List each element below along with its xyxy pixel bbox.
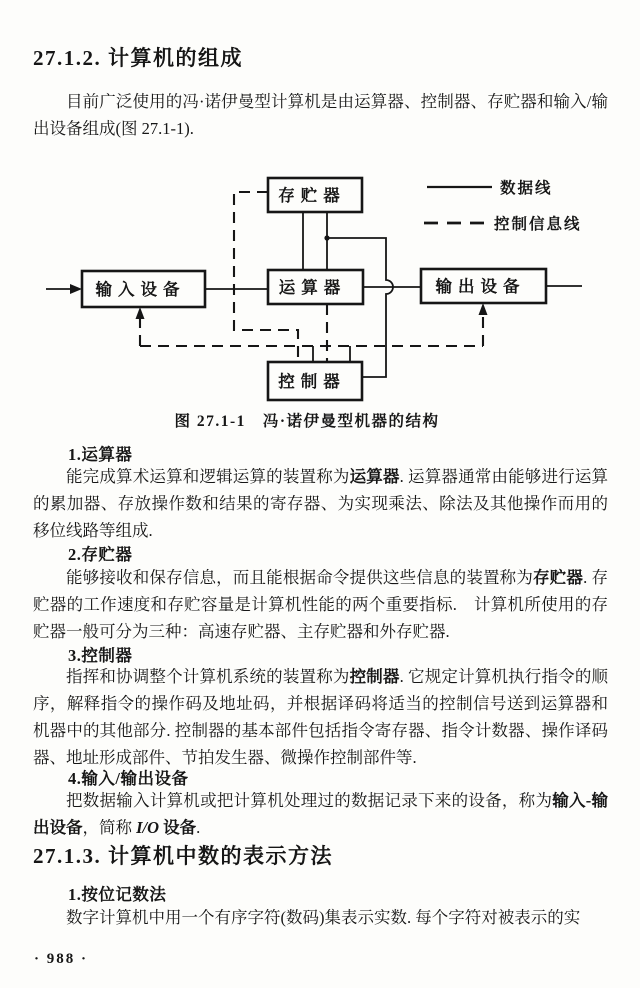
subsection-body-controller: 指挥和协调整个计算机系统的装置称为控制器. 它规定计算机执行指令的顺序，解释指令的操作码及地址码，并根据译码将适当的控制信号送到运算器和机器中的其他部分. 控制器的基本部件包括指令寄存器、指令计数器、操作译码器、地址形成部件、节拍发生器、微操作控制部件等.: [33, 667, 609, 767]
subsection-heading-controller: 3.控制器: [68, 646, 133, 665]
control-arrow-input-icon: [136, 307, 145, 319]
alu-label: 运算器: [278, 278, 347, 297]
subsection-heading-io: 4.输入/输出设备: [68, 769, 189, 788]
subsection-body-positional-notation: 数字计算机中用一个有序字符(数码)集表示实数. 每个字符对被表示的实: [66, 908, 581, 927]
controller-bus-connectors: [313, 346, 350, 362]
subsection-heading-positional-notation: 1.按位记数法: [68, 885, 167, 904]
figure-caption: 图 27.1-1 冯·诺伊曼型机器的结构: [174, 413, 440, 430]
input-device-label: 输入设备: [95, 280, 186, 299]
data-line-memory-controller: [327, 238, 393, 377]
memory-label: 存贮器: [278, 186, 346, 205]
subsection-body-io: 把数据输入计算机或把计算机处理过的数据记录下来的设备，称为输入-输出设备，简称 I/O 设备.: [33, 791, 608, 837]
intro-paragraph: 目前广泛使用的冯·诺伊曼型计算机是由运算器、控制器、存贮器和输入/输出设备组成(图 27.1-1).: [33, 92, 608, 138]
input-arrow-icon: [70, 284, 82, 294]
control-arrow-output-icon: [479, 303, 488, 315]
output-device-label: 输出设备: [435, 277, 526, 296]
legend-control-line-label: 控制信息线: [494, 216, 582, 233]
heading-27-1-2: 27.1.2. 计算机的组成: [33, 46, 243, 70]
legend-data-line-label: 数据线: [500, 180, 553, 197]
page-number: · 988 ·: [34, 951, 89, 967]
subsection-body-memory: 能够接收和保存信息，而且能根据命令提供这些信息的装置称为存贮器. 存贮器的工作速度和存贮容量是计算机性能的两个重要指标. 计算机所使用的存贮器一般可分为三种：高速存贮器、主存贮器和外存贮器.: [33, 568, 609, 641]
subsection-body-alu: 能完成算术运算和逻辑运算的装置称为运算器. 运算器通常由能够进行运算的累加器、存放操作数和结果的寄存器、为实现乘法、除法及其他操作而用的移位线路等组成.: [33, 467, 609, 540]
von-neumann-diagram: [0, 158, 640, 440]
controller-label: 控制器: [278, 372, 346, 391]
subsection-heading-alu: 1.运算器: [68, 445, 133, 464]
heading-27-1-3: 27.1.3. 计算机中数的表示方法: [33, 844, 333, 868]
subsection-heading-memory: 2.存贮器: [68, 545, 133, 564]
